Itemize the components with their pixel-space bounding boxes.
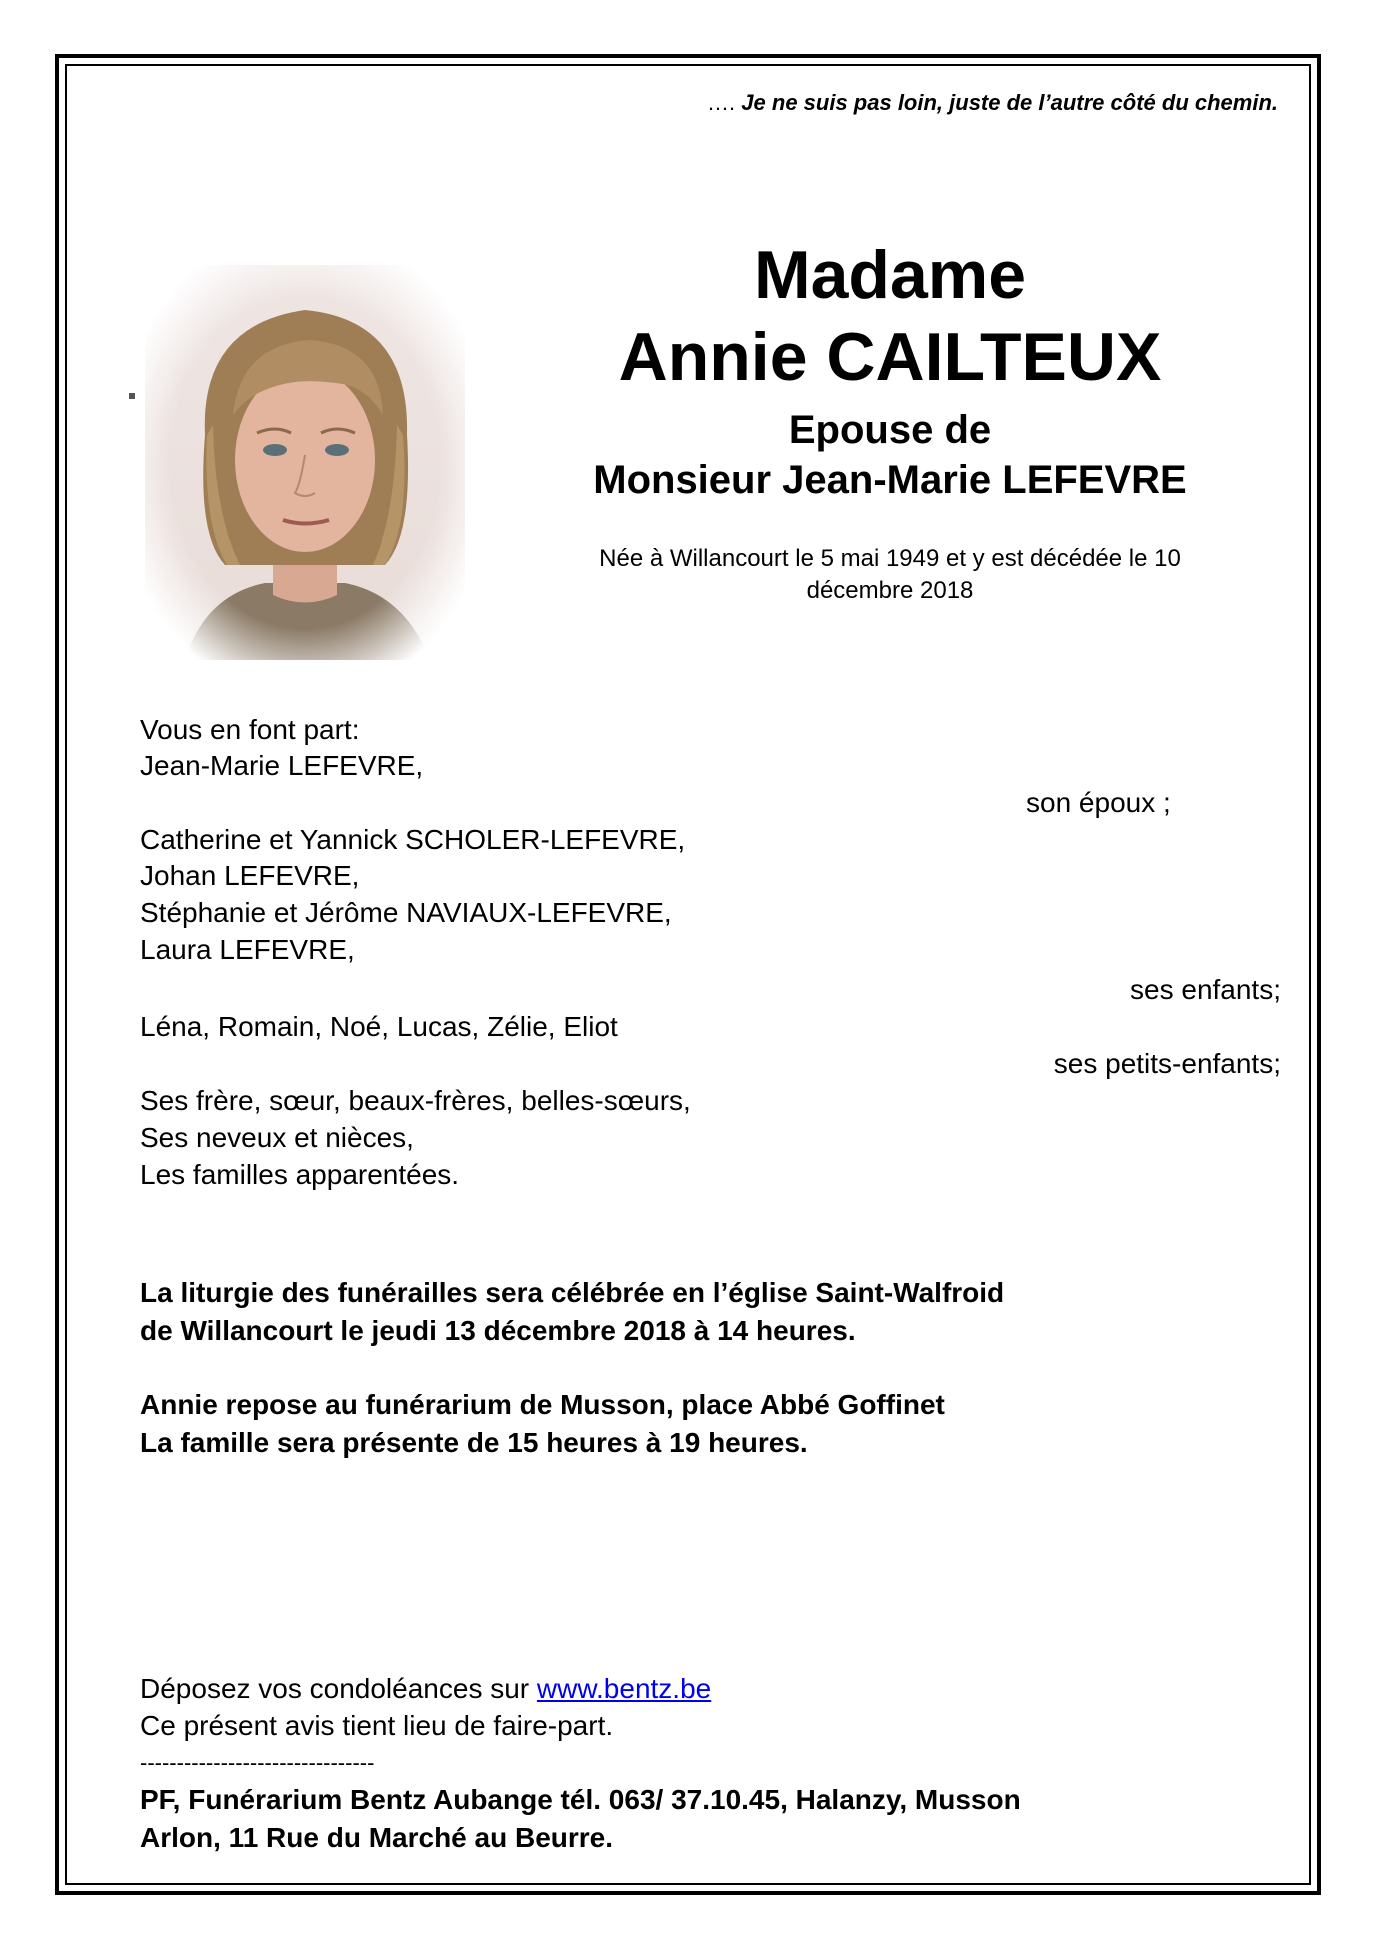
ceremony-line: La liturgie des funérailles sera célébrée en l’église Saint-Walfroid [140, 1277, 1005, 1308]
child-entry: Stéphanie et Jérôme NAVIAUX-LEFEVRE, [140, 897, 672, 928]
spouse-role: son époux ; [1026, 787, 1171, 818]
epigraph [707, 90, 1278, 116]
photo-marker [129, 393, 135, 399]
portrait-photo [145, 265, 465, 660]
title-salutation: Madame [753, 237, 1027, 313]
announcement-intro: Vous en font part: [140, 714, 360, 745]
deceased-name: Annie CAILTEUX [618, 319, 1162, 395]
spouse-entry: Jean-Marie LEFEVRE, [140, 750, 424, 781]
other-family-entry: Ses frère, sœur, beaux-frères, belles-sœurs, [140, 1085, 691, 1116]
child-entry: Johan LEFEVRE, [140, 860, 360, 891]
child-entry: Laura LEFEVRE, [140, 934, 355, 965]
company-line: PF, Funérarium Bentz Aubange tél. 063/ 37.10.45, Halanzy, Musson [140, 1784, 1021, 1815]
spouse-name: Monsieur Jean-Marie LEFEVRE [593, 458, 1187, 502]
grandchildren-entry: Léna, Romain, Noé, Lucas, Zélie, Eliot [140, 1011, 618, 1042]
epigraph-dots: …. [707, 90, 736, 115]
epigraph-text: Je ne suis pas loin, juste de l’autre côté du chemin. [741, 90, 1278, 115]
other-family-entry: Ses neveux et nièces, [140, 1122, 414, 1153]
condolences-line [140, 1671, 711, 1707]
notice-line: Ce présent avis tient lieu de faire-part. [140, 1710, 614, 1741]
birth-death-dates: Née à Willancourt le 5 mai 1949 et y est décédée le 10 décembre 2018 [599, 545, 1181, 604]
relation-label: Epouse de [788, 408, 992, 452]
ceremony-line: de Willancourt le jeudi 13 décembre 2018 à 14 heures. [140, 1315, 856, 1346]
visitation-line: La famille sera présente de 15 heures à 19 heures. [140, 1427, 808, 1458]
child-entry: Catherine et Yannick SCHOLER-LEFEVRE, [140, 824, 686, 855]
condolences-prefix: Déposez vos condoléances sur [140, 1673, 537, 1704]
children-role: ses enfants; [1130, 974, 1281, 1005]
visitation-line: Annie repose au funérarium de Musson, place Abbé Goffinet [140, 1389, 945, 1420]
grandchildren-role: ses petits-enfants; [1053, 1048, 1281, 1079]
company-line: Arlon, 11 Rue du Marché au Beurre. [140, 1822, 614, 1853]
other-family-entry: Les familles apparentées. [140, 1159, 460, 1190]
condolences-link[interactable]: www.bentz.be [536, 1673, 712, 1704]
separator-line: -------------------------------- [140, 1750, 375, 1775]
